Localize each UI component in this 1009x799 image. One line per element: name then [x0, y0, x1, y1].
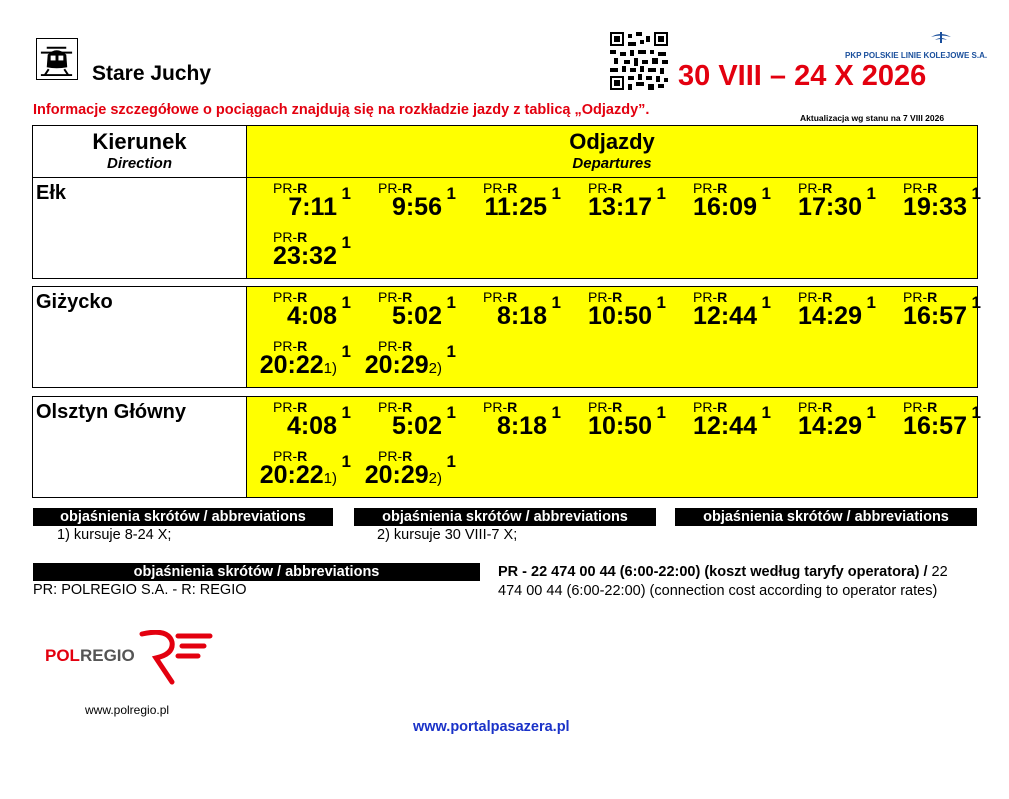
- departure-time: 19:33: [903, 193, 967, 221]
- departure-time: 4:08: [286, 412, 337, 440]
- contact-normal: 22 474 00 44 (6:00-22:00) (connection cost according to operator rates): [498, 564, 948, 599]
- carrier-code: PR-R: [273, 229, 308, 245]
- departure-cell: [457, 287, 561, 337]
- departure-cell: [667, 287, 771, 337]
- platform-number: 1: [551, 293, 561, 312]
- departure-cell: [667, 178, 771, 228]
- departure-time: 17:30: [798, 193, 862, 221]
- departures-title: Odjazdy: [569, 129, 655, 154]
- platform-number: 1: [761, 184, 771, 203]
- platform-number: 1: [446, 184, 456, 203]
- departure-cell: [772, 287, 876, 337]
- departure-cell: [352, 178, 456, 228]
- direction-name: Giżycko: [33, 287, 247, 387]
- departure-cell: [352, 287, 456, 337]
- footnote-ref: 2): [428, 470, 442, 487]
- departure-cell: [457, 178, 561, 228]
- footnote-2: 2) kursuje 30 VIII-7 X;: [377, 527, 518, 543]
- carrier-code: PR-R: [378, 338, 413, 354]
- departure-cell: [877, 178, 981, 228]
- direction-row-olsztyn: [32, 396, 981, 498]
- legend-bar: objaśnienia skrótów / abbreviations: [33, 563, 480, 581]
- departure-time: 16:57: [903, 412, 967, 440]
- platform-number: 1: [446, 403, 456, 422]
- direction-header: [33, 126, 247, 177]
- carrier-code: PR-R: [378, 399, 413, 415]
- legend-bar: objaśnienia skrótów / abbreviations: [33, 508, 333, 526]
- departure-time: 5:02: [391, 412, 442, 440]
- pkp-logo: [845, 30, 988, 60]
- departure-time: 16:09: [693, 193, 757, 221]
- station-name: Stare Juchy: [92, 62, 212, 85]
- carrier-code: PR-R: [378, 448, 413, 464]
- platform-number: 1: [971, 293, 981, 312]
- platform-number: 1: [446, 342, 456, 361]
- departure-cell: [562, 287, 666, 337]
- operator-website-link[interactable]: www.polregio.pl: [85, 703, 170, 717]
- departure-time: 20:292): [364, 351, 442, 379]
- platform-number: 1: [971, 184, 981, 203]
- carrier-code: PR-R: [483, 399, 518, 415]
- carrier-code: PR-R: [273, 289, 308, 305]
- departure-time: 20:221): [259, 461, 337, 489]
- pkp-logo-text: PKP POLSKIE LINIE KOLEJOWE S.A.: [845, 51, 988, 60]
- departure-time: 10:50: [588, 302, 652, 330]
- info-notice: Informacje szczegółowe o pociągach znajdują się na rozkładzie jazdy z tablicą „Odjazdy”.: [33, 102, 650, 118]
- platform-number: 1: [656, 293, 666, 312]
- carrier-code: PR-R: [273, 399, 308, 415]
- platform-number: 1: [341, 184, 351, 203]
- carrier-code: PR-R: [588, 289, 623, 305]
- platform-number: 1: [551, 184, 561, 203]
- footnote-ref: 1): [323, 470, 337, 487]
- departure-cell: [562, 397, 666, 447]
- departure-time: 14:29: [798, 302, 862, 330]
- departure-time: 12:44: [693, 302, 757, 330]
- departure-cell: [772, 178, 876, 228]
- platform-number: 1: [341, 452, 351, 471]
- carrier-code: PR-R: [693, 399, 728, 415]
- platform-number: 1: [971, 403, 981, 422]
- direction-subtitle: Direction: [106, 155, 172, 172]
- carrier-code: PR-R: [273, 448, 308, 464]
- departure-time: 12:44: [693, 412, 757, 440]
- departure-cell: [667, 397, 771, 447]
- footnote-ref: 2): [428, 360, 442, 377]
- departure-cell: [877, 397, 981, 447]
- contact-info: [498, 563, 968, 601]
- departure-cell: [352, 336, 456, 386]
- direction-row-gizycko: [32, 286, 981, 388]
- departure-time: 20:221): [259, 351, 337, 379]
- platform-number: 1: [866, 403, 876, 422]
- departures-subtitle: Departures: [572, 155, 652, 172]
- direction-name: Ełk: [33, 178, 247, 278]
- departure-time: 13:17: [588, 193, 652, 221]
- train-icon: [36, 38, 78, 80]
- departure-cell: [562, 178, 666, 228]
- departure-time: 7:11: [288, 193, 337, 221]
- departure-cell: [247, 397, 351, 447]
- departure-cell: [877, 287, 981, 337]
- departure-time: 23:32: [273, 242, 337, 270]
- departure-cell: [352, 446, 456, 496]
- platform-number: 1: [761, 293, 771, 312]
- update-note: Aktualizacja wg stanu na 7 VIII 2026: [800, 113, 945, 123]
- departure-time: 16:57: [903, 302, 967, 330]
- departure-cell: [247, 336, 351, 386]
- polregio-logo: [42, 630, 222, 685]
- departure-cell: [247, 446, 351, 496]
- departures-header: [247, 126, 977, 177]
- footnote-1: 1) kursuje 8-24 X;: [57, 527, 172, 543]
- departure-cell: [457, 397, 561, 447]
- carrier-code: PR-R: [273, 338, 308, 354]
- departure-time: 10:50: [588, 412, 652, 440]
- portal-website-link[interactable]: www.portalpasazera.pl: [413, 719, 570, 735]
- carrier-code: PR-R: [903, 399, 938, 415]
- carrier-code: PR-R: [798, 289, 833, 305]
- carrier-code: PR-R: [588, 180, 623, 196]
- carrier-code: PR-R: [483, 180, 518, 196]
- carrier-code: PR-R: [693, 289, 728, 305]
- polregio-logo-text: POLREGIO: [45, 646, 135, 665]
- departure-cell: [247, 178, 351, 228]
- footnote-ref: 1): [323, 360, 337, 377]
- carrier-code: PR-R: [903, 180, 938, 196]
- platform-number: 1: [761, 403, 771, 422]
- departure-time: 5:02: [391, 302, 442, 330]
- departure-list: [247, 178, 981, 278]
- direction-row-elk: [32, 177, 981, 279]
- departure-cell: [772, 397, 876, 447]
- table-header: [32, 125, 978, 178]
- platform-number: 1: [656, 184, 666, 203]
- validity-period: 30 VIII – 24 X 2026: [678, 60, 927, 92]
- platform-number: 1: [341, 233, 351, 252]
- platform-number: 1: [341, 293, 351, 312]
- platform-number: 1: [551, 403, 561, 422]
- departure-cell: [247, 287, 351, 337]
- departure-time: 8:18: [496, 302, 547, 330]
- carrier-code: PR-R: [903, 289, 938, 305]
- platform-number: 1: [866, 184, 876, 203]
- carrier-code: PR-R: [273, 180, 308, 196]
- direction-title: Kierunek: [92, 129, 187, 154]
- departure-time: 8:18: [496, 412, 547, 440]
- carrier-code: PR-R: [378, 289, 413, 305]
- legend-bar: objaśnienia skrótów / abbreviations: [354, 508, 656, 526]
- departure-time: 20:292): [364, 461, 442, 489]
- departure-cell: [247, 227, 351, 277]
- departure-list: [247, 397, 981, 497]
- platform-number: 1: [446, 452, 456, 471]
- carrier-legend: PR: POLREGIO S.A. - R: REGIO: [33, 582, 247, 598]
- platform-number: 1: [341, 342, 351, 361]
- carrier-code: PR-R: [798, 399, 833, 415]
- direction-name: Olsztyn Główny: [33, 397, 247, 497]
- departure-time: 4:08: [286, 302, 337, 330]
- carrier-code: PR-R: [588, 399, 623, 415]
- platform-number: 1: [341, 403, 351, 422]
- departure-time: 11:25: [484, 193, 547, 221]
- platform-number: 1: [656, 403, 666, 422]
- legend-bar: objaśnienia skrótów / abbreviations: [675, 508, 977, 526]
- departure-cell: [352, 397, 456, 447]
- departure-time: 14:29: [798, 412, 862, 440]
- carrier-code: PR-R: [798, 180, 833, 196]
- qr-code-icon: [610, 32, 668, 90]
- departure-time: 9:56: [391, 193, 442, 221]
- departure-list: [247, 287, 981, 387]
- contact-bold: PR - 22 474 00 44 (6:00-22:00) (koszt według taryfy operatora) /: [498, 564, 928, 580]
- carrier-code: PR-R: [378, 180, 413, 196]
- platform-number: 1: [446, 293, 456, 312]
- carrier-code: PR-R: [483, 289, 518, 305]
- carrier-code: PR-R: [693, 180, 728, 196]
- platform-number: 1: [866, 293, 876, 312]
